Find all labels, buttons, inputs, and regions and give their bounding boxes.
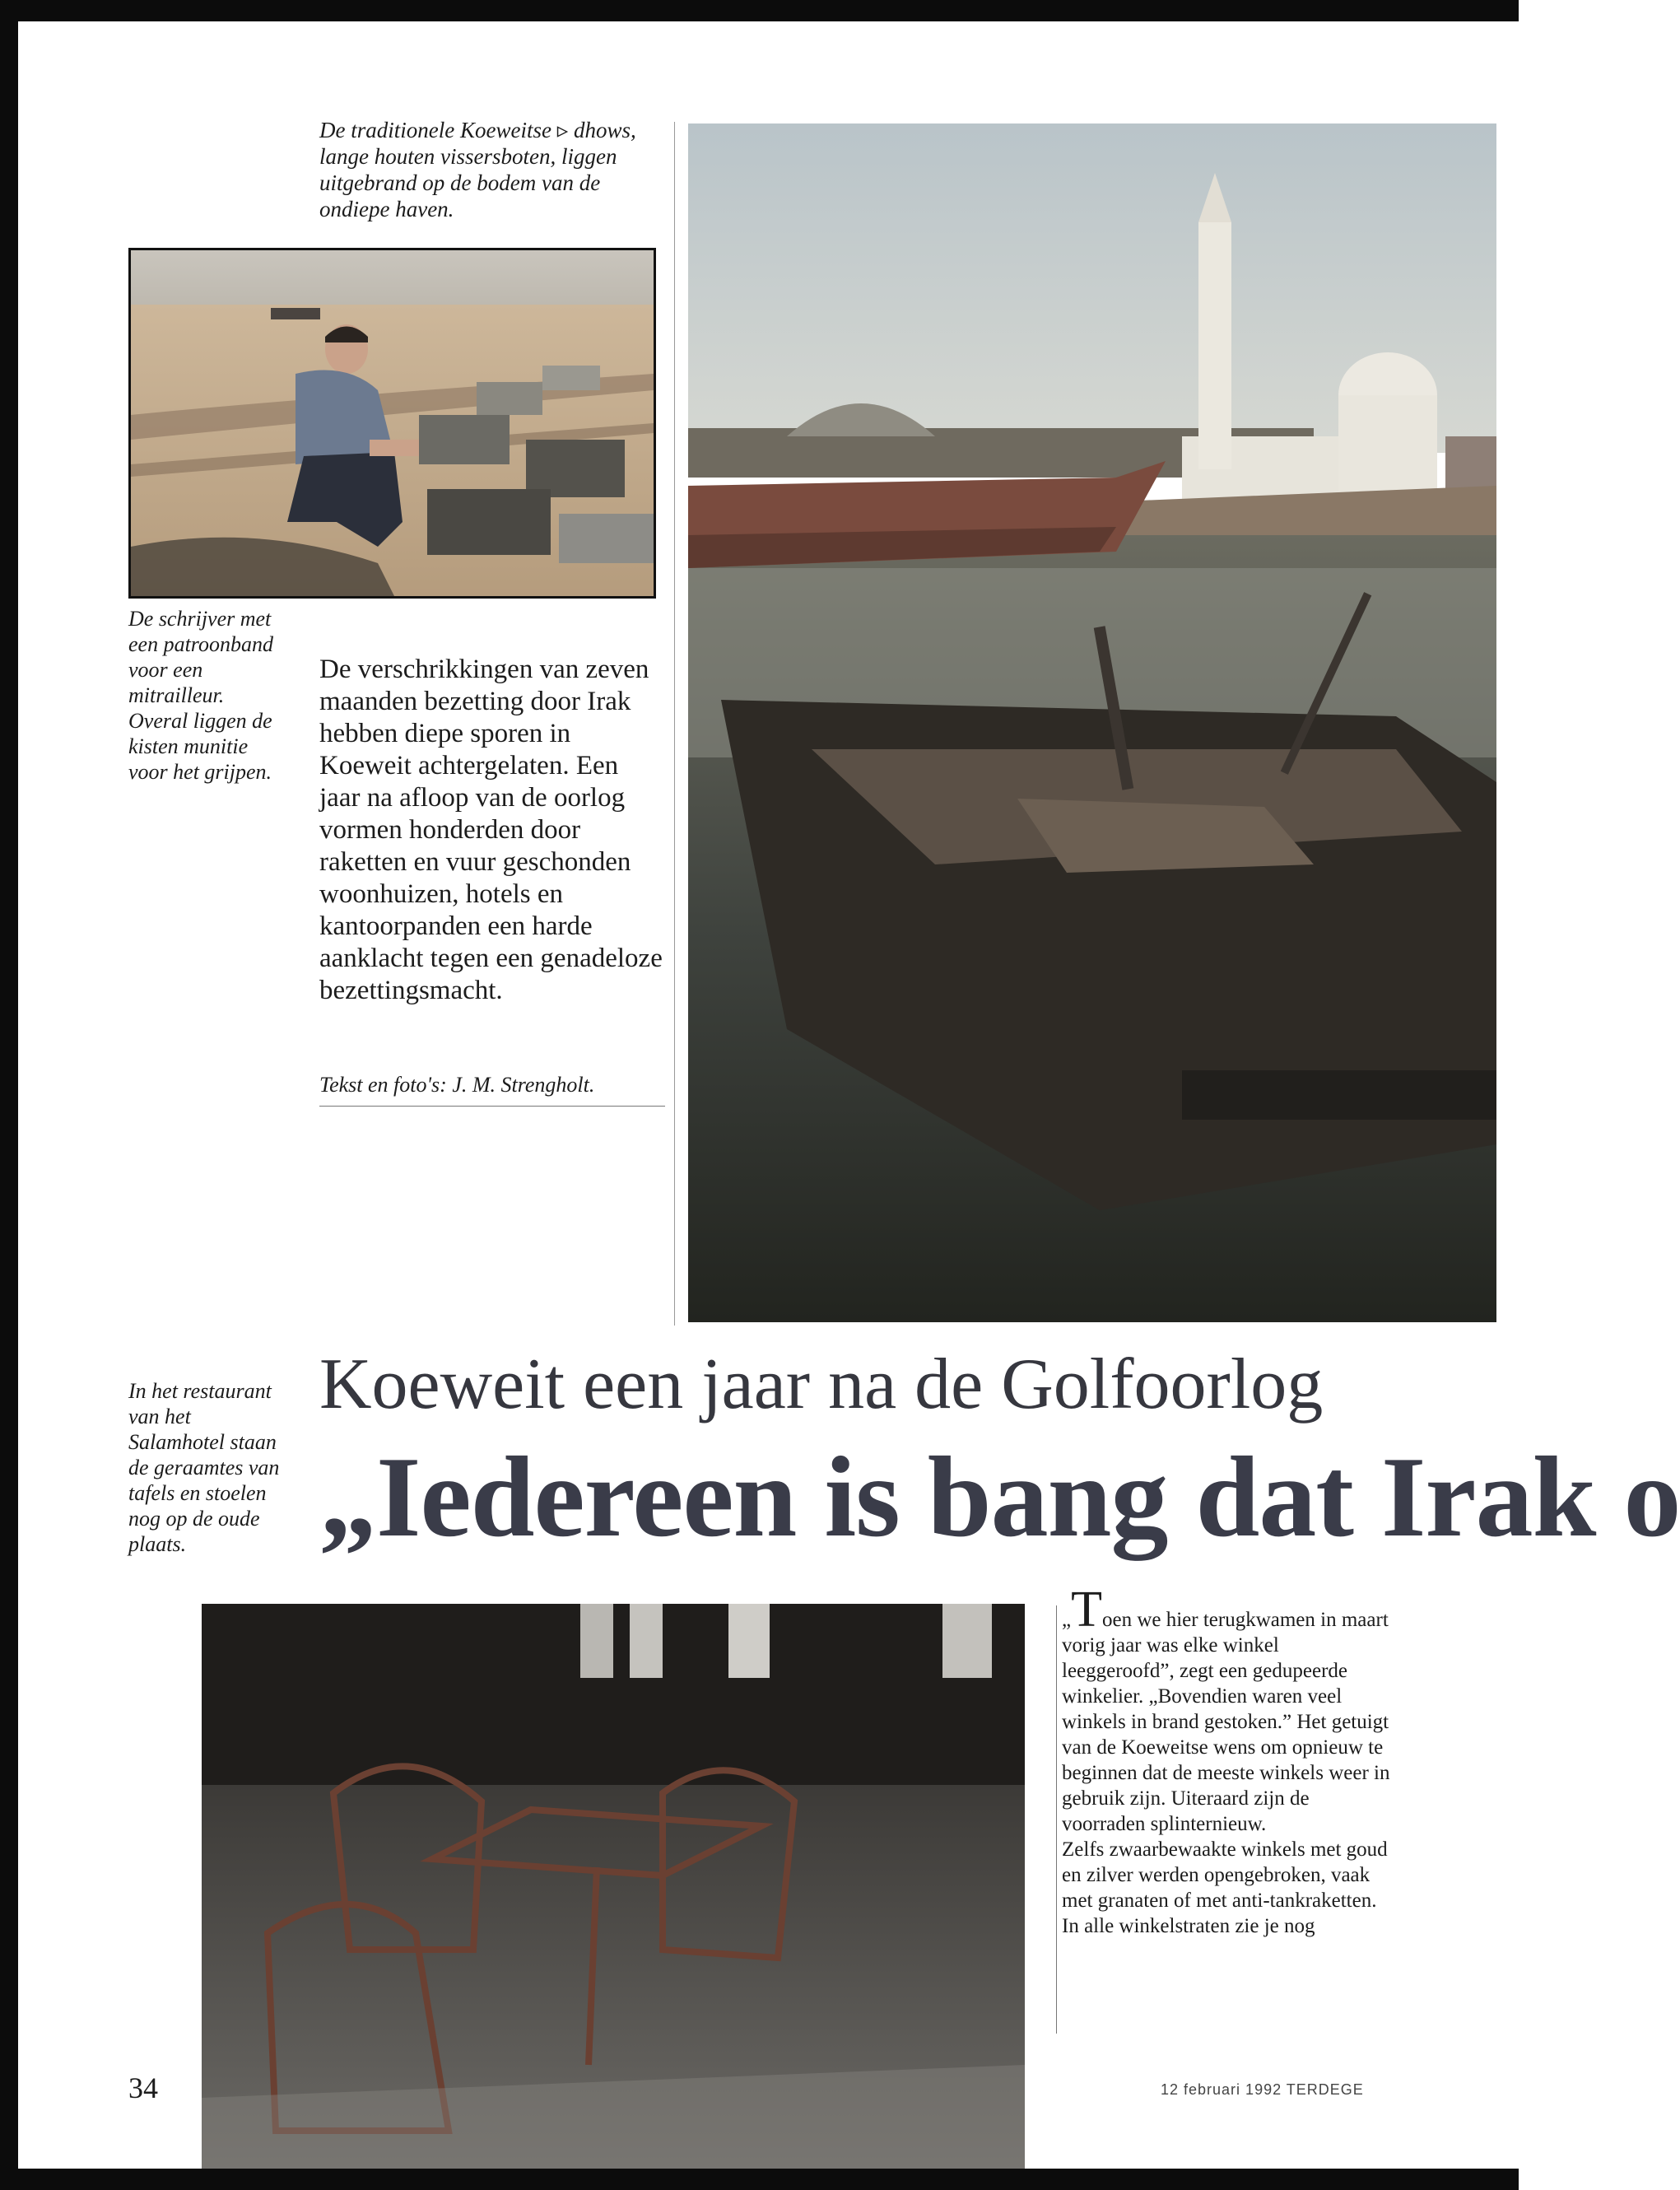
caption-writer: De schrijver met een patroonband voor een mitrailleur. Overal liggen de kisten munitie voor het grijpen. [128,607,273,784]
intro-text: De verschrikkingen van zeven maanden bezetting door Irak hebben diepe sporen in Koeweit achtergelaten. Een jaar na afloop van de oorlog vormen honderden door raketten en vuur geschonden woonhuizen, hotels en kantoorpanden een harde aanklacht tegen een genadeloze bezettingsmacht. [319,655,663,1005]
photo-restaurant-ruins [202,1604,1025,2169]
kicker-title: Koeweit een jaar na de Golfoorlog [319,1344,1324,1424]
headline: „Iedereen is bang dat Irak o [319,1433,1680,1561]
caption-dhows: De traditionele Koeweitse ▹ dhows, lange houten vissersboten, liggen uitgebrand op de bodem van de ondiepe haven. [319,118,636,221]
body-paragraph-1: oen we hier terugkwamen in maart vorig jaar was elke winkel leeggeroofd”, zegt een gedupeerde winkelier. „Bovendien waren veel winkels in brand gestoken.” Het getuigt van de Koeweitse wens om opnieuw te beginnen dat de meeste winkels weer in gebruik zijn. Uiteraard zijn de voorraden splinternieuw. [1062,1609,1390,1835]
open-quote: „ [1062,1609,1072,1631]
body-paragraph-2: Zelfs zwaarbewaakte winkels met goud en zilver werden opengebroken, vaak met granaten of met anti-tankraketten. In alle winkelstraten zie je nog [1062,1838,1388,1937]
article-body [1062,1582,1395,1939]
body-rule [1056,1605,1057,2034]
page-border-bottom [0,2169,1519,2190]
page-border-top [0,0,1519,21]
drop-cap: T [1071,1582,1102,1638]
footer-issue: 12 februari 1992 TERDEGE [1161,2081,1364,2098]
caption-restaurant: In het restaurant van het Salamhotel staan de geraamtes van tafels en stoelen nog op de oude plaats. [128,1379,280,1556]
column-rule [674,122,675,1326]
photo-credit: Tekst en foto's: J. M. Strengholt. [319,1073,665,1107]
photo-writer-ammunition [128,248,656,599]
page-border-left [0,0,18,2190]
page-number: 34 [128,2071,158,2104]
photo-harbor-dhows [688,123,1496,1322]
